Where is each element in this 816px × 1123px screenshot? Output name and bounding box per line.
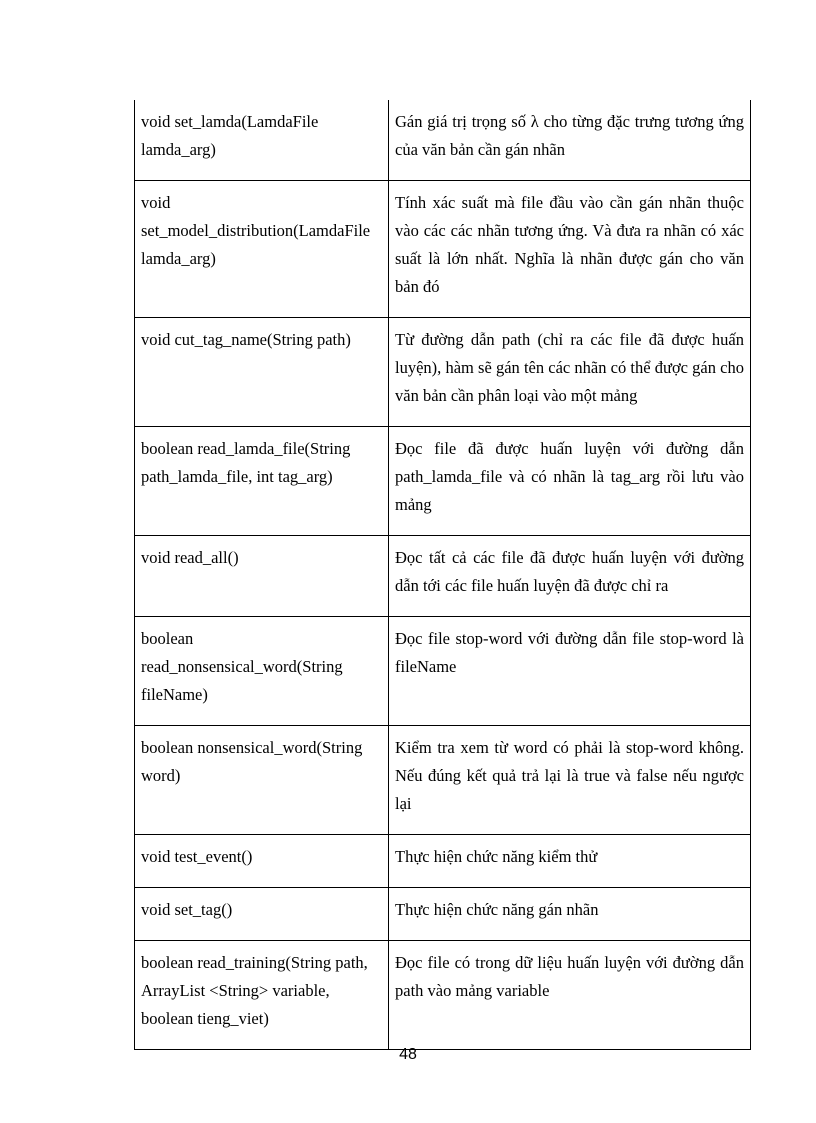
table-row: [135, 427, 751, 536]
method-signature: boolean read_nonsensical_word(String fileName): [135, 617, 389, 726]
table-row: [135, 941, 751, 1050]
method-description: Đọc tất cả các file đã được huấn luyện với đường dẫn tới các file huấn luyện đã được chỉ ra: [389, 536, 751, 617]
method-description: Thực hiện chức năng kiểm thử: [389, 835, 751, 888]
method-signature: boolean read_lamda_file(String path_lamda_file, int tag_arg): [135, 427, 389, 536]
table-row: [135, 181, 751, 318]
method-signature: boolean nonsensical_word(String word): [135, 726, 389, 835]
method-signature: void read_all(): [135, 536, 389, 617]
method-signature: void set_lamda(LamdaFile lamda_arg): [135, 100, 389, 181]
method-description: Đọc file đã được huấn luyện với đường dẫn path_lamda_file và có nhãn là tag_arg rồi lưu vào mảng: [389, 427, 751, 536]
page-number: 48: [399, 1046, 417, 1063]
table-row: [135, 617, 751, 726]
table-row: [135, 100, 751, 181]
method-description: Đọc file có trong dữ liệu huấn luyện với đường dẫn path vào mảng variable: [389, 941, 751, 1050]
method-signature: void set_tag(): [135, 888, 389, 941]
method-signature: void set_model_distribution(LamdaFile lamda_arg): [135, 181, 389, 318]
table-row: [135, 318, 751, 427]
method-signature: void cut_tag_name(String path): [135, 318, 389, 427]
method-table: [134, 100, 751, 1050]
table-row: [135, 726, 751, 835]
method-description: Gán giá trị trọng số λ cho từng đặc trưng tương ứng của văn bản cần gán nhãn: [389, 100, 751, 181]
method-signature: void test_event(): [135, 835, 389, 888]
table-row: [135, 536, 751, 617]
method-description: Kiểm tra xem từ word có phải là stop-word không. Nếu đúng kết quả trả lại là true và false nếu ngược lại: [389, 726, 751, 835]
method-description: Thực hiện chức năng gán nhãn: [389, 888, 751, 941]
method-signature: boolean read_training(String path, ArrayList <String> variable, boolean tieng_viet): [135, 941, 389, 1050]
method-description: Từ đường dẫn path (chỉ ra các file đã được huấn luyện), hàm sẽ gán tên các nhãn có thể được gán cho văn bản cần phân loại vào một mảng: [389, 318, 751, 427]
table-row: [135, 835, 751, 888]
table-row: [135, 888, 751, 941]
method-description: Đọc file stop-word với đường dẫn file stop-word là fileName: [389, 617, 751, 726]
method-description: Tính xác suất mà file đầu vào cần gán nhãn thuộc vào các các nhãn tương ứng. Và đưa ra nhãn có xác suất là lớn nhất. Nghĩa là nhãn được gán cho văn bản đó: [389, 181, 751, 318]
